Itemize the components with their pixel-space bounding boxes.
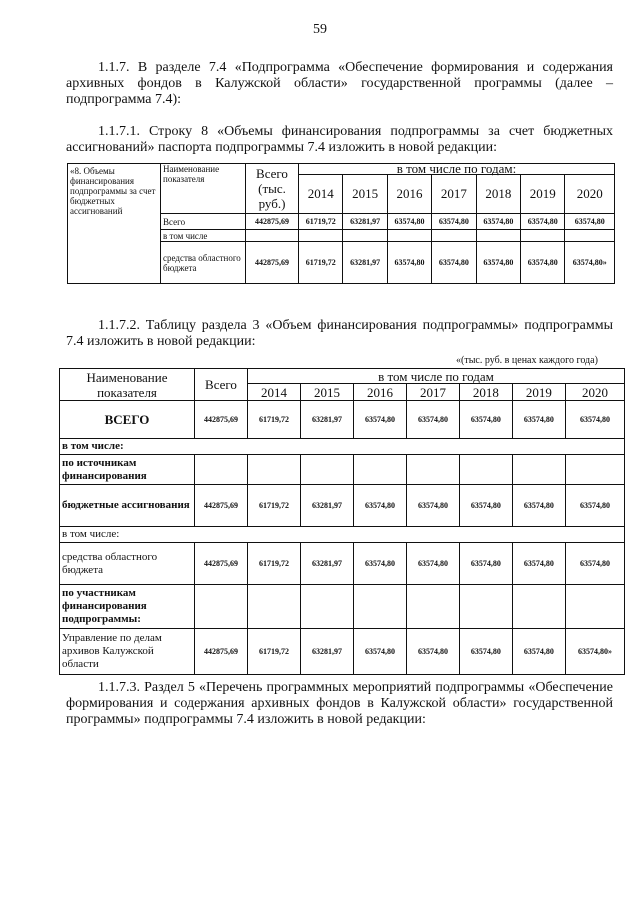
cell-value: 63574,80 (353, 485, 406, 527)
year-header: 2018 (476, 175, 520, 214)
cell-value: 63574,80 (406, 543, 459, 585)
paragraph-1-1-7-2: 1.1.7.2. Таблицу раздела 3 «Объем финансирования подпрограммы» подпрограммы 7.4 изложить в новой редакции: (66, 318, 613, 349)
cell-value (248, 455, 301, 485)
row-name: по участникам финансирования подпрограммы: (60, 585, 195, 629)
passport-financing-table (67, 163, 615, 284)
year-header: 2014 (299, 175, 343, 214)
cell-value: 61719,72 (248, 543, 301, 585)
paragraph-1-1-7: 1.1.7. В разделе 7.4 «Подпрограмма «Обеспечение формирования и содержания архивных фондов в Калужской области» государственной программы (далее – подпрограмма 7.4): (66, 60, 613, 107)
year-header: 2020 (565, 175, 615, 214)
cell-value: 63574,80 (459, 401, 512, 439)
cell-value (432, 230, 476, 242)
row-total (195, 585, 248, 629)
indicator-header: Наименование показателя (161, 164, 246, 214)
total-header: Всего (тыс. руб.) (246, 164, 299, 214)
row-total (195, 455, 248, 485)
cell-value: 63574,80 (521, 214, 565, 230)
cell-value (521, 230, 565, 242)
cell-value: 63574,80 (387, 214, 431, 230)
cell-value: 63281,97 (300, 401, 353, 439)
cell-value: 63574,80 (476, 242, 520, 284)
row-total: 442875,69 (195, 543, 248, 585)
total-header: Всего (195, 369, 248, 401)
cell-value (300, 585, 353, 629)
year-header: 2015 (343, 175, 387, 214)
year-header: 2019 (521, 175, 565, 214)
row-name: бюджетные ассигнования (60, 485, 195, 527)
cell-value (459, 455, 512, 485)
cell-value: 63574,80 (521, 242, 565, 284)
cell-value: 61719,72 (299, 242, 343, 284)
cell-value: 63281,97 (343, 214, 387, 230)
cell-value: 63574,80 (565, 401, 624, 439)
cell-value: 63574,80 (476, 214, 520, 230)
cell-value: 63574,80» (565, 629, 624, 675)
name-header: Наименование показателя (60, 369, 195, 401)
row-name: Всего (161, 214, 246, 230)
year-header: 2017 (432, 175, 476, 214)
cell-value (565, 585, 624, 629)
row-total: 442875,69 (195, 401, 248, 439)
cell-value: 63574,80 (387, 242, 431, 284)
cell-value: 63281,97 (343, 242, 387, 284)
cell-value: 61719,72 (299, 214, 343, 230)
row-name: в том числе (161, 230, 246, 242)
cell-value (248, 585, 301, 629)
cell-value (512, 585, 565, 629)
cell-value: 63574,80 (353, 543, 406, 585)
paragraph-1-1-7-3: 1.1.7.3. Раздел 5 «Перечень программных мероприятий подпрограммы «Обеспечение формирования и содержания архивных фондов в Калужской области» государственной программы» подпрограммы 7.4 изложить в новой редакции: (66, 680, 613, 727)
cell-value (353, 455, 406, 485)
year-header: 2015 (300, 384, 353, 401)
cell-value (565, 455, 624, 485)
cell-value (565, 230, 615, 242)
page-number: 59 (313, 22, 327, 37)
cell-value: 63574,80 (406, 401, 459, 439)
cell-value: 61719,72 (248, 629, 301, 675)
cell-value: 61719,72 (248, 485, 301, 527)
year-header: 2014 (248, 384, 301, 401)
cell-value: 63574,80 (459, 629, 512, 675)
paragraph-1-1-7-1: 1.1.7.1. Строку 8 «Объемы финансирования подпрограммы за счет бюджетных ассигнований» паспорта подпрограммы 7.4 изложить в новой редакции: (66, 124, 613, 155)
row-subheader: в том числе: (60, 439, 625, 455)
row-name: Управление по делам архивов Калужской области (60, 629, 195, 675)
cell-value: 63574,80 (353, 629, 406, 675)
cell-value: 63574,80 (459, 485, 512, 527)
row-name: средства областного бюджета (60, 543, 195, 585)
row-total: 442875,69 (246, 242, 299, 284)
row-total: 442875,69 (246, 214, 299, 230)
year-header: 2018 (459, 384, 512, 401)
cell-value: 63281,97 (300, 629, 353, 675)
unit-note: «(тыс. руб. в ценах каждого года) (456, 355, 598, 366)
cell-value: 63574,80 (406, 629, 459, 675)
row-name: по источникам финансирования (60, 455, 195, 485)
cell-value (406, 455, 459, 485)
cell-value: 63574,80 (565, 214, 615, 230)
passport-row-label: «8. Объемы финансирования подпрограммы за счет бюджетных ассигнований (68, 164, 161, 284)
cell-value (459, 585, 512, 629)
years-header: в том числе по годам (248, 369, 625, 384)
cell-value: 63281,97 (300, 543, 353, 585)
cell-value: 63574,80» (565, 242, 615, 284)
year-header: 2017 (406, 384, 459, 401)
year-header: 2016 (353, 384, 406, 401)
cell-value (299, 230, 343, 242)
row-subheader: в том числе: (60, 527, 625, 543)
row-name: ВСЕГО (60, 401, 195, 439)
cell-value (387, 230, 431, 242)
row-total: 442875,69 (195, 629, 248, 675)
cell-value: 63281,97 (300, 485, 353, 527)
cell-value: 63574,80 (512, 401, 565, 439)
cell-value: 63574,80 (565, 485, 624, 527)
cell-value: 61719,72 (248, 401, 301, 439)
year-header: 2020 (565, 384, 624, 401)
years-header: в том числе по годам: (299, 164, 615, 175)
cell-value (512, 455, 565, 485)
cell-value: 63574,80 (512, 543, 565, 585)
cell-value: 63574,80 (512, 485, 565, 527)
cell-value: 63574,80 (353, 401, 406, 439)
cell-value: 63574,80 (512, 629, 565, 675)
cell-value: 63574,80 (432, 214, 476, 230)
row-name: средства областного бюджета (161, 242, 246, 284)
financing-volume-table (59, 368, 625, 675)
cell-value: 63574,80 (406, 485, 459, 527)
cell-value (300, 455, 353, 485)
cell-value (476, 230, 520, 242)
cell-value (406, 585, 459, 629)
year-header: 2016 (387, 175, 431, 214)
cell-value (343, 230, 387, 242)
cell-value (353, 585, 406, 629)
year-header: 2019 (512, 384, 565, 401)
cell-value: 63574,80 (565, 543, 624, 585)
row-total (246, 230, 299, 242)
cell-value: 63574,80 (432, 242, 476, 284)
cell-value: 63574,80 (459, 543, 512, 585)
row-total: 442875,69 (195, 485, 248, 527)
